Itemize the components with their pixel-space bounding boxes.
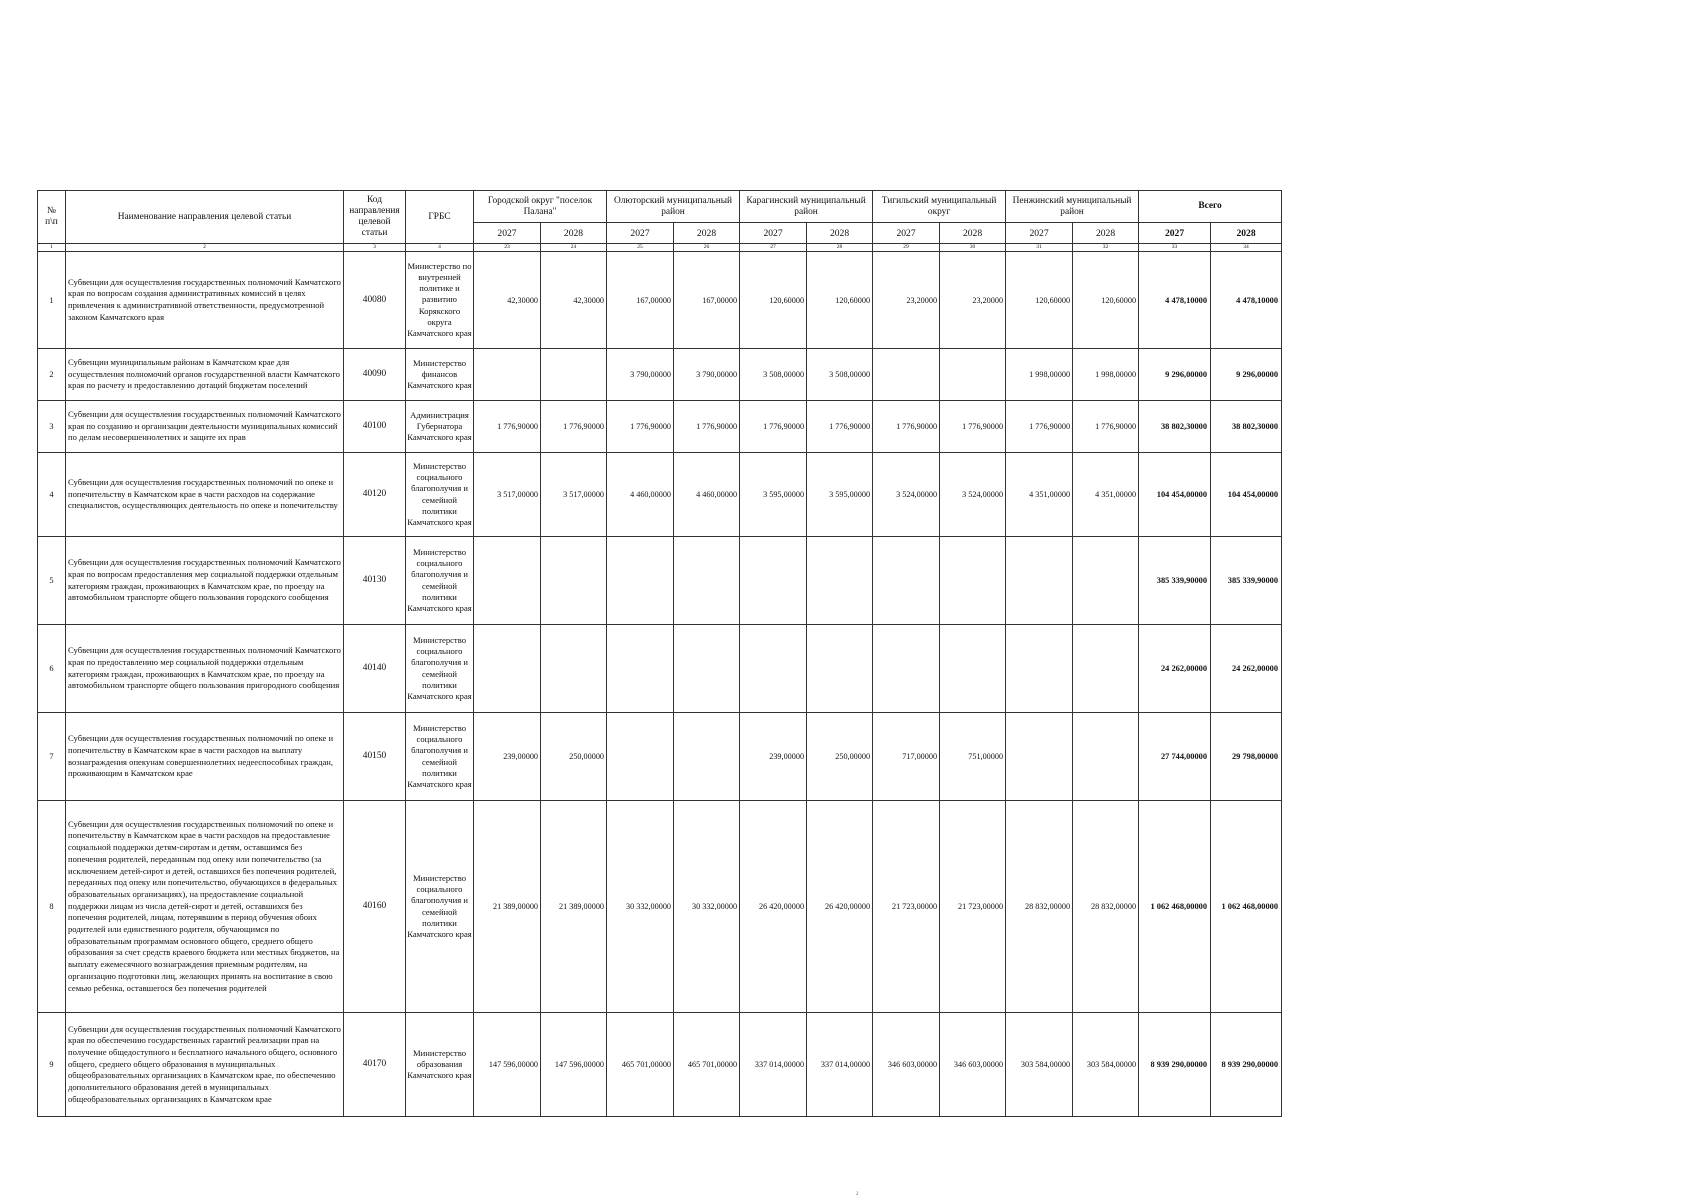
column-index: 29 [873,244,940,252]
row-total: 104 454,00000 [1139,453,1211,537]
row-value: 120,60000 [1073,252,1139,349]
row-value: 751,00000 [940,713,1006,801]
row-value: 21 389,00000 [474,801,541,1013]
row-value: 120,60000 [807,252,873,349]
row-value [940,537,1006,625]
year-header: 2027 [740,223,807,244]
row-value: 23,20000 [940,252,1006,349]
row-value: 465 701,00000 [607,1013,674,1117]
row-value [541,537,607,625]
row-value [873,349,940,401]
row-number: 5 [38,537,66,625]
row-value: 337 014,00000 [740,1013,807,1117]
row-value: 21 389,00000 [541,801,607,1013]
row-value: 1 776,90000 [541,401,607,453]
row-value: 1 998,00000 [1073,349,1139,401]
column-index-row [38,244,1282,252]
year-header: 2028 [541,223,607,244]
row-value: 239,00000 [474,713,541,801]
row-value: 3 595,00000 [807,453,873,537]
row-total: 4 478,10000 [1139,252,1211,349]
row-grbs: Министерство социального благополучия и семейной политики Камчатского края [406,713,474,801]
district-header: Олюторский муниципальный район [607,191,740,223]
row-name: Субвенции для осуществления государственных полномочий Камчатского края по вопросам создания административных комиссий в целях привлечения к административной ответственности, предусмотренной законом Камчатского края [66,252,344,349]
table-body [38,252,1282,1117]
row-value [1073,625,1139,713]
column-index: 2 [66,244,344,252]
row-value [940,349,1006,401]
row-value: 337 014,00000 [807,1013,873,1117]
row-total: 1 062 468,00000 [1139,801,1211,1013]
row-total: 4 478,10000 [1211,252,1282,349]
column-index: 30 [940,244,1006,252]
row-value [807,625,873,713]
row-value [940,625,1006,713]
row-value: 239,00000 [740,713,807,801]
row-value: 1 776,90000 [807,401,873,453]
column-index: 23 [474,244,541,252]
row-value [674,625,740,713]
row-grbs: Министерство финансов Камчатского края [406,349,474,401]
table-row [38,1013,1282,1117]
col-grbs-header: ГРБС [406,191,474,244]
table-row [38,625,1282,713]
budget-table-sheet [37,190,1281,1117]
total-year-header: 2027 [1139,223,1211,244]
row-grbs: Министерство социального благополучия и семейной политики Камчатского края [406,625,474,713]
row-name: Субвенции для осуществления государственных полномочий Камчатского края по предоставлению мер социальной поддержки отдельным категориям граждан, проживающих в Камчатском крае, по проезду на автомобильном транспорте общего пользования пригородного сообщения [66,625,344,713]
row-value: 28 832,00000 [1073,801,1139,1013]
row-value [474,625,541,713]
column-index: 31 [1006,244,1073,252]
row-value [807,537,873,625]
row-name: Субвенции для осуществления государственных полномочий Камчатского края по вопросам предоставления мер социальной поддержки отдельным категориям граждан, проживающих в Камчатском крае, по проезду на автомобильном транспорте общего пользования городского сообщения [66,537,344,625]
row-total: 385 339,90000 [1211,537,1282,625]
row-grbs: Министерство социального благополучия и семейной политики Камчатского края [406,801,474,1013]
row-grbs: Министерство образования Камчатского края [406,1013,474,1117]
row-total: 24 262,00000 [1211,625,1282,713]
column-index: 1 [38,244,66,252]
row-value: 3 517,00000 [474,453,541,537]
row-value: 1 776,90000 [940,401,1006,453]
row-value: 1 776,90000 [740,401,807,453]
row-code: 40080 [344,252,406,349]
page-number: 2 [856,1192,859,1197]
row-value [541,349,607,401]
row-value: 3 517,00000 [541,453,607,537]
row-value: 3 790,00000 [607,349,674,401]
row-value: 120,60000 [740,252,807,349]
column-index: 33 [1139,244,1211,252]
row-total: 1 062 468,00000 [1211,801,1282,1013]
row-name: Субвенции для осуществления государственных полномочий по опеке и попечительству в Камчатском крае в части расходов на предоставление социальной поддержки детям-сиротам и детям, оставшимся без попечения родителей, переданным под опеку или попечительство (за исключением детей-сирот и детей, оставшихся без попечения родителей, переданных под опеку или попечительство, обучающихся в федеральных образовательных организациях), на предоставление социальной поддержки лицам из числа детей-сирот и детей, оставшихся без попечения родителей, лицам, потерявшим в период обучения обоих родителей или единственного родителя, обучающимся по образовательным программам основного общего, среднего общего образования за счет средств краевого бюджета или местных бюджетов, на выплату ежемесячного вознаграждения приемным родителям, на организацию подготовки лиц, желающих принять на воспитание в свою семью ребенка, оставшегося без попечения родителей [66,801,344,1013]
row-value: 3 508,00000 [807,349,873,401]
year-header: 2027 [607,223,674,244]
year-header: 2028 [940,223,1006,244]
row-value: 1 998,00000 [1006,349,1073,401]
row-value: 4 351,00000 [1073,453,1139,537]
column-index: 4 [406,244,474,252]
row-total: 385 339,90000 [1139,537,1211,625]
row-grbs: Администрация Губернатора Камчатского края [406,401,474,453]
row-value: 167,00000 [674,252,740,349]
row-value: 346 603,00000 [940,1013,1006,1117]
row-value: 1 776,90000 [1006,401,1073,453]
row-code: 40130 [344,537,406,625]
row-value [474,349,541,401]
row-value: 21 723,00000 [873,801,940,1013]
row-value [740,625,807,713]
total-header: Всего [1139,191,1282,223]
year-header: 2027 [1006,223,1073,244]
table-row [38,252,1282,349]
row-code: 40170 [344,1013,406,1117]
row-value: 1 776,90000 [873,401,940,453]
row-value: 4 351,00000 [1006,453,1073,537]
row-value: 30 332,00000 [674,801,740,1013]
year-header: 2028 [807,223,873,244]
row-value [541,625,607,713]
row-code: 40120 [344,453,406,537]
year-header: 2028 [674,223,740,244]
row-value: 717,00000 [873,713,940,801]
table-row [38,713,1282,801]
row-value: 3 595,00000 [740,453,807,537]
column-index: 26 [674,244,740,252]
district-header: Карагинский муниципальный район [740,191,873,223]
year-header: 2027 [474,223,541,244]
row-value [1006,713,1073,801]
row-value: 3 508,00000 [740,349,807,401]
column-index: 27 [740,244,807,252]
col-num-header: № п\п [38,191,66,244]
row-value: 1 776,90000 [1073,401,1139,453]
row-value: 120,60000 [1006,252,1073,349]
row-number: 7 [38,713,66,801]
row-value: 23,20000 [873,252,940,349]
row-value: 3 524,00000 [940,453,1006,537]
col-name-header: Наименование направления целевой статьи [66,191,344,244]
row-value: 147 596,00000 [541,1013,607,1117]
row-total: 8 939 290,00000 [1211,1013,1282,1117]
year-header: 2027 [873,223,940,244]
district-header: Тигильский муниципальный округ [873,191,1006,223]
row-value: 167,00000 [607,252,674,349]
table-header [38,191,1282,252]
row-value [740,537,807,625]
row-code: 40100 [344,401,406,453]
row-number: 4 [38,453,66,537]
row-value [607,537,674,625]
row-value: 3 790,00000 [674,349,740,401]
row-value [1073,537,1139,625]
row-value [1006,625,1073,713]
row-total: 24 262,00000 [1139,625,1211,713]
row-code: 40090 [344,349,406,401]
column-index: 34 [1211,244,1282,252]
row-value [674,537,740,625]
row-number: 6 [38,625,66,713]
table-row [38,537,1282,625]
row-number: 8 [38,801,66,1013]
row-total: 38 802,30000 [1211,401,1282,453]
row-value: 303 584,00000 [1006,1013,1073,1117]
row-value: 465 701,00000 [674,1013,740,1117]
row-value: 26 420,00000 [807,801,873,1013]
row-number: 3 [38,401,66,453]
row-value [1073,713,1139,801]
row-value [474,537,541,625]
row-value [873,537,940,625]
row-total: 27 744,00000 [1139,713,1211,801]
table-row [38,801,1282,1013]
table-row [38,349,1282,401]
row-name: Субвенции для осуществления государственных полномочий по опеке и попечительству в Камчатском крае в части расходов на содержание специалистов, осуществляющих деятельность по опеке и попечительству [66,453,344,537]
row-value: 4 460,00000 [674,453,740,537]
column-index: 3 [344,244,406,252]
row-value: 303 584,00000 [1073,1013,1139,1117]
row-total: 9 296,00000 [1211,349,1282,401]
subsidy-distribution-table [37,190,1282,1117]
row-value: 250,00000 [541,713,607,801]
district-header: Пенжинский муниципальный район [1006,191,1139,223]
column-index: 24 [541,244,607,252]
total-year-header: 2028 [1211,223,1282,244]
table-row [38,401,1282,453]
row-value: 250,00000 [807,713,873,801]
row-total: 29 798,00000 [1211,713,1282,801]
row-value: 4 460,00000 [607,453,674,537]
row-total: 104 454,00000 [1211,453,1282,537]
row-value: 42,30000 [474,252,541,349]
row-value: 26 420,00000 [740,801,807,1013]
col-code-header: Код направления целевой статьи [344,191,406,244]
row-number: 2 [38,349,66,401]
row-value: 1 776,90000 [474,401,541,453]
row-total: 8 939 290,00000 [1139,1013,1211,1117]
row-code: 40150 [344,713,406,801]
row-value: 346 603,00000 [873,1013,940,1117]
row-value [607,625,674,713]
row-grbs: Министерство по внутренней политике и развитию Корякского округа Камчатского края [406,252,474,349]
row-name: Субвенции муниципальным районам в Камчатском крае для осуществления полномочий органов государственной власти Камчатского края по расчету и предоставлению дотаций бюджетам поселений [66,349,344,401]
row-value [674,713,740,801]
column-index: 28 [807,244,873,252]
row-name: Субвенции для осуществления государственных полномочий по опеке и попечительству в Камчатском крае в части расходов на выплату вознаграждения опекунам совершеннолетних недееспособных граждан, проживающим в Камчатском крае [66,713,344,801]
row-number: 9 [38,1013,66,1117]
year-header: 2028 [1073,223,1139,244]
column-index: 32 [1073,244,1139,252]
row-value: 30 332,00000 [607,801,674,1013]
row-value [1006,537,1073,625]
row-value [873,625,940,713]
row-value: 42,30000 [541,252,607,349]
row-value: 1 776,90000 [674,401,740,453]
row-code: 40140 [344,625,406,713]
district-header: Городской округ "поселок Палана" [474,191,607,223]
row-code: 40160 [344,801,406,1013]
row-total: 38 802,30000 [1139,401,1211,453]
column-index: 25 [607,244,674,252]
row-name: Субвенции для осуществления государственных полномочий Камчатского края по созданию и организации деятельности муниципальных комиссий по делам несовершеннолетних и защите их прав [66,401,344,453]
row-value: 3 524,00000 [873,453,940,537]
row-value: 28 832,00000 [1006,801,1073,1013]
row-number: 1 [38,252,66,349]
row-total: 9 296,00000 [1139,349,1211,401]
table-row [38,453,1282,537]
row-value: 147 596,00000 [474,1013,541,1117]
row-grbs: Министерство социального благополучия и семейной политики Камчатского края [406,537,474,625]
row-name: Субвенции для осуществления государственных полномочий Камчатского края по обеспечению государственных гарантий реализации прав на получение общедоступного и бесплатного начального общего, основного общего, среднего общего образования в муниципальных общеобразовательных организациях в Камчатском крае, по обеспечению дополнительного образования детей в муниципальных общеобразовательных организациях в Камчатском крае [66,1013,344,1117]
row-value [607,713,674,801]
row-grbs: Министерство социального благополучия и семейной политики Камчатского края [406,453,474,537]
row-value: 1 776,90000 [607,401,674,453]
row-value: 21 723,00000 [940,801,1006,1013]
